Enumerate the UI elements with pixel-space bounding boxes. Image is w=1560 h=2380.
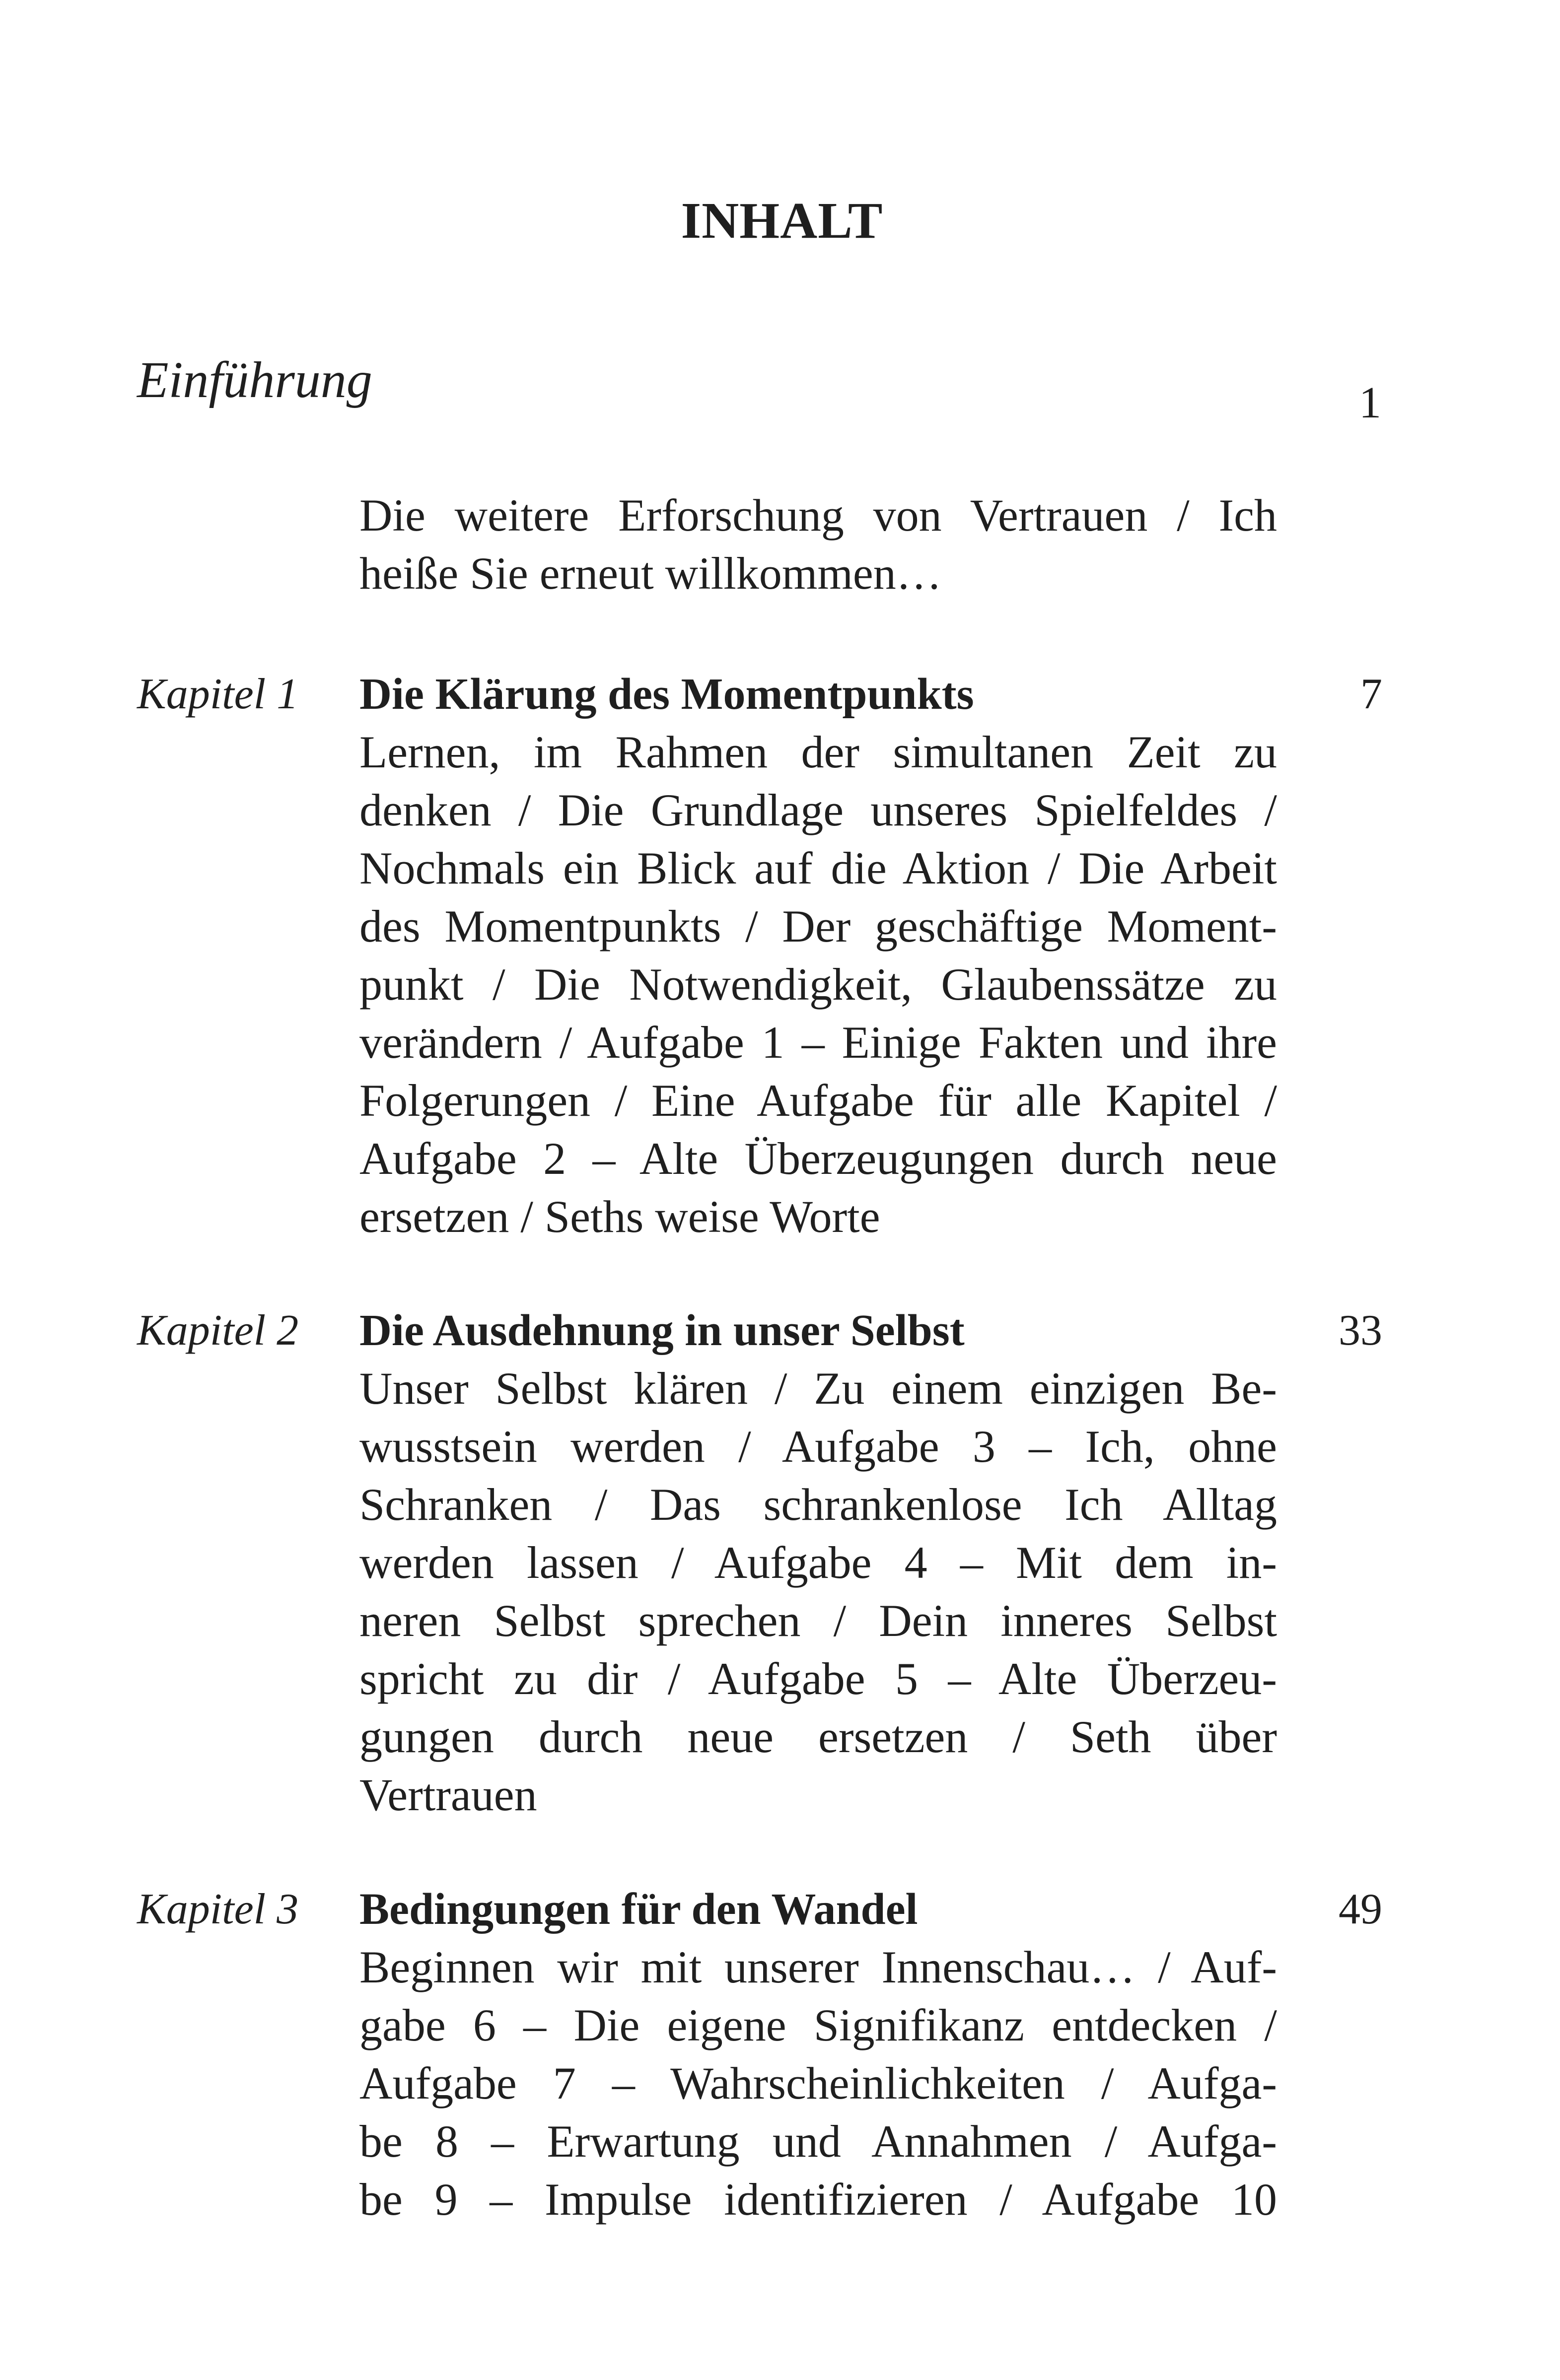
chapter-heading: Die Ausdehnung in unser Selbst — [359, 1306, 965, 1355]
intro-page-number: 1 — [1359, 378, 1381, 427]
chapter-desc-line: ersetzen / Seths weise Worte — [359, 1191, 880, 1242]
page-title: INHALT — [681, 192, 883, 249]
chapter-body — [359, 1880, 1277, 2229]
chapter-page-number: 7 — [1360, 670, 1382, 718]
intro-desc-line: heiße Sie erneut willkommen… — [359, 548, 942, 599]
chapter-page-number: 49 — [1339, 1885, 1382, 1933]
chapter-desc-line: punkt / Die Notwendigkeit, Glaubenssätze zu — [359, 959, 1277, 1010]
chapter-desc-line: Aufgabe 7 – Wahrscheinlichkeiten / Aufga- — [359, 2058, 1277, 2108]
chapter-desc-line: neren Selbst sprechen / Dein inneres Selbst — [359, 1595, 1277, 1646]
chapter-desc-line: Nochmals ein Blick auf die Aktion / Die Arbeit — [359, 843, 1277, 893]
chapter-desc-line: denken / Die Grundlage unseres Spielfeldes / — [359, 785, 1277, 835]
chapter-description — [359, 1360, 1277, 1824]
chapter-desc-line: Schranken / Das schrankenlose Ich Alltag — [359, 1479, 1277, 1530]
chapter-desc-line: Lernen, im Rahmen der simultanen Zeit zu — [359, 727, 1277, 777]
chapter-desc-line: Folgerungen / Eine Aufgabe für alle Kapitel / — [359, 1075, 1277, 1126]
intro-desc-line: Die weitere Erforschung von Vertrauen / Ich — [359, 490, 1277, 541]
intro-label: Einführung — [137, 351, 372, 408]
chapter-desc-line: gabe 6 – Die eigene Signifikanz entdecken / — [359, 2000, 1277, 2050]
chapter-desc-line: Aufgabe 2 – Alte Überzeugungen durch neue — [359, 1133, 1277, 1184]
chapter-desc-line: verändern / Aufgabe 1 – Einige Fakten und ihre — [359, 1017, 1277, 1068]
chapter-label: Kapitel 1 — [137, 670, 299, 718]
chapter-desc-line: be 8 – Erwartung und Annahmen / Aufga- — [359, 2116, 1277, 2167]
chapter-desc-line: gungen durch neue ersetzen / Seth über — [359, 1711, 1277, 1762]
chapter-page-number: 33 — [1339, 1306, 1382, 1355]
chapter-heading: Bedingungen für den Wandel — [359, 1885, 918, 1934]
chapter-label: Kapitel 3 — [137, 1885, 299, 1933]
chapter-description — [359, 1938, 1277, 2229]
chapter-desc-line: werden lassen / Aufgabe 4 – Mit dem in- — [359, 1537, 1277, 1588]
chapter-desc-line: be 9 – Impulse identifizieren / Aufgabe 10 — [359, 2174, 1277, 2225]
chapter-desc-line: Unser Selbst klären / Zu einem einzigen Be- — [359, 1363, 1277, 1414]
chapter-description — [359, 723, 1277, 1246]
chapter-heading: Die Klärung des Momentpunkts — [359, 670, 974, 719]
chapter-label: Kapitel 2 — [137, 1306, 299, 1355]
intro-description — [359, 486, 1277, 603]
chapter-desc-line: Vertrauen — [359, 1769, 537, 1820]
chapter-desc-line: Beginnen wir mit unserer Innenschau… / Auf- — [359, 1942, 1277, 1992]
chapter-desc-line: wusstsein werden / Aufgabe 3 – Ich, ohne — [359, 1421, 1277, 1472]
chapter-body — [359, 665, 1277, 1246]
chapter-desc-line: des Momentpunkts / Der geschäftige Moment- — [359, 901, 1277, 952]
chapter-body — [359, 1301, 1277, 1824]
chapter-desc-line: spricht zu dir / Aufgabe 5 – Alte Überzeu- — [359, 1653, 1277, 1704]
